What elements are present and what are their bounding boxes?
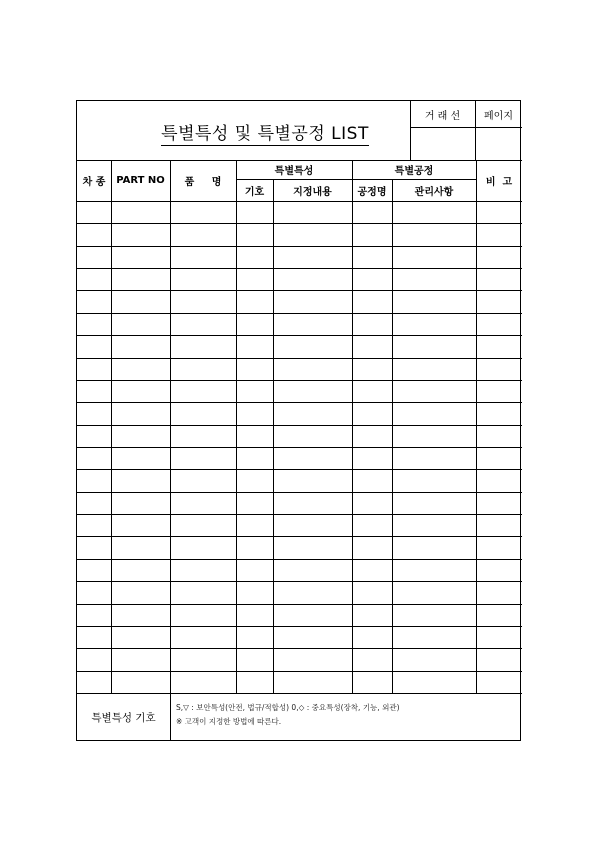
- table-cell[interactable]: [273, 425, 352, 447]
- table-cell[interactable]: [77, 268, 111, 290]
- table-cell[interactable]: [392, 335, 476, 357]
- table-cell[interactable]: [273, 559, 352, 581]
- col-process-name: 공정명: [357, 186, 387, 198]
- table-cell[interactable]: [476, 425, 522, 447]
- table-cell[interactable]: [392, 313, 476, 335]
- table-cell[interactable]: [392, 246, 476, 268]
- table-cell[interactable]: [77, 290, 111, 312]
- table-cell[interactable]: [273, 290, 352, 312]
- col-management: 관리사항: [414, 186, 454, 198]
- table-cell[interactable]: [273, 313, 352, 335]
- table-cell[interactable]: [273, 246, 352, 268]
- table-cell[interactable]: [236, 492, 273, 514]
- table-row: [77, 514, 522, 536]
- table-cell[interactable]: [111, 559, 170, 581]
- form-title: [119, 119, 411, 144]
- table-cell[interactable]: [392, 380, 476, 402]
- table-cell[interactable]: [392, 268, 476, 290]
- table-cell[interactable]: [236, 581, 273, 603]
- table-cell[interactable]: [392, 604, 476, 626]
- table-row: [77, 335, 522, 357]
- table-cell[interactable]: [273, 492, 352, 514]
- table-cell[interactable]: [273, 223, 352, 245]
- table-cell[interactable]: [392, 559, 476, 581]
- table-row: [77, 469, 522, 491]
- table-cell[interactable]: [236, 626, 273, 648]
- table-cell[interactable]: [236, 648, 273, 670]
- table-row: [77, 604, 522, 626]
- table-cell[interactable]: [352, 626, 392, 648]
- table-cell[interactable]: [170, 290, 236, 312]
- table-cell[interactable]: [476, 246, 522, 268]
- table-cell[interactable]: [77, 201, 111, 223]
- table-row: [77, 201, 522, 223]
- table-cell[interactable]: [111, 358, 170, 380]
- table-cell[interactable]: [273, 268, 352, 290]
- table-cell[interactable]: [352, 581, 392, 603]
- table-cell[interactable]: [476, 604, 522, 626]
- table-cell[interactable]: [77, 559, 111, 581]
- legend-line-1: S,▽ : 보안특성(안전, 법규/적합성) 0,◇ : 중요특성(장착, 기능, 외관): [176, 703, 400, 712]
- table-cell[interactable]: [476, 201, 522, 223]
- table-cell[interactable]: [170, 358, 236, 380]
- table-row: [77, 671, 522, 693]
- table-cell[interactable]: [273, 380, 352, 402]
- table-cell[interactable]: [352, 447, 392, 469]
- table-cell[interactable]: [111, 514, 170, 536]
- table-cell[interactable]: [392, 492, 476, 514]
- table-row: [77, 290, 522, 312]
- table-cell[interactable]: [111, 626, 170, 648]
- table-cell[interactable]: [170, 223, 236, 245]
- table-cell[interactable]: [392, 223, 476, 245]
- table-row: [77, 313, 522, 335]
- table-cell[interactable]: [476, 268, 522, 290]
- table-cell[interactable]: [236, 335, 273, 357]
- table-cell[interactable]: [236, 425, 273, 447]
- table-cell[interactable]: [111, 246, 170, 268]
- table-cell[interactable]: [392, 536, 476, 558]
- table-cell[interactable]: [170, 447, 236, 469]
- table-cell[interactable]: [392, 671, 476, 693]
- table-cell[interactable]: [170, 469, 236, 491]
- table-cell[interactable]: [170, 604, 236, 626]
- table-cell[interactable]: [111, 290, 170, 312]
- table-cell[interactable]: [392, 514, 476, 536]
- table-cell[interactable]: [170, 492, 236, 514]
- table-cell[interactable]: [111, 469, 170, 491]
- table-cell[interactable]: [77, 358, 111, 380]
- table-cell[interactable]: [476, 223, 522, 245]
- col-part-name: 품 명: [184, 177, 222, 188]
- table-cell[interactable]: [273, 335, 352, 357]
- table-cell[interactable]: [352, 201, 392, 223]
- table-cell[interactable]: [392, 290, 476, 312]
- table-cell[interactable]: [476, 671, 522, 693]
- table-cell[interactable]: [111, 402, 170, 424]
- table-cell[interactable]: [352, 290, 392, 312]
- table-cell[interactable]: [236, 514, 273, 536]
- table-cell[interactable]: [273, 671, 352, 693]
- table-row: [77, 536, 522, 558]
- table-cell[interactable]: [170, 648, 236, 670]
- col-symbol: 기호: [244, 186, 265, 198]
- table-cell[interactable]: [170, 626, 236, 648]
- table-cell[interactable]: [77, 469, 111, 491]
- table-cell[interactable]: [111, 604, 170, 626]
- table-cell[interactable]: [77, 246, 111, 268]
- table-cell[interactable]: [170, 380, 236, 402]
- table-cell[interactable]: [273, 358, 352, 380]
- table-cell[interactable]: [77, 492, 111, 514]
- table-cell[interactable]: [111, 201, 170, 223]
- table-cell[interactable]: [352, 604, 392, 626]
- table-cell[interactable]: [77, 223, 111, 245]
- table-cell[interactable]: [352, 536, 392, 558]
- table-cell[interactable]: [392, 201, 476, 223]
- col-car-type: 차 종: [82, 177, 106, 188]
- table-cell[interactable]: [476, 290, 522, 312]
- page-field[interactable]: [476, 128, 522, 160]
- table-cell[interactable]: [273, 626, 352, 648]
- table-cell[interactable]: [352, 335, 392, 357]
- table-cell[interactable]: [111, 671, 170, 693]
- table-cell[interactable]: [476, 358, 522, 380]
- table-cell[interactable]: [170, 671, 236, 693]
- table-cell[interactable]: [352, 469, 392, 491]
- table-cell[interactable]: [273, 447, 352, 469]
- table-cell[interactable]: [476, 447, 522, 469]
- table-cell[interactable]: [111, 335, 170, 357]
- table-cell[interactable]: [236, 380, 273, 402]
- table-row: [77, 626, 522, 648]
- table-cell[interactable]: [236, 246, 273, 268]
- table-cell[interactable]: [273, 469, 352, 491]
- table-cell[interactable]: [170, 425, 236, 447]
- table-cell[interactable]: [77, 425, 111, 447]
- table-cell[interactable]: [111, 223, 170, 245]
- table-row: [77, 447, 522, 469]
- table-cell[interactable]: [111, 425, 170, 447]
- table-cell[interactable]: [111, 447, 170, 469]
- table-cell[interactable]: [352, 313, 392, 335]
- table-cell[interactable]: [111, 380, 170, 402]
- table-cell[interactable]: [476, 514, 522, 536]
- form-title-text: 특별특성 및 특별공정 LIST: [161, 124, 369, 144]
- table-cell[interactable]: [77, 626, 111, 648]
- table-row: [77, 223, 522, 245]
- table-cell[interactable]: [476, 559, 522, 581]
- table-row: [77, 402, 522, 424]
- table-cell[interactable]: [236, 290, 273, 312]
- table-cell[interactable]: [352, 402, 392, 424]
- table-cell[interactable]: [77, 514, 111, 536]
- table-cell[interactable]: [476, 492, 522, 514]
- table-cell[interactable]: [170, 335, 236, 357]
- table-cell[interactable]: [236, 358, 273, 380]
- table-cell[interactable]: [476, 335, 522, 357]
- table-cell[interactable]: [170, 402, 236, 424]
- table-cell[interactable]: [476, 626, 522, 648]
- table-cell[interactable]: [476, 380, 522, 402]
- legend-line-2: ※ 고객이 지정한 방법에 따른다.: [176, 717, 282, 726]
- table-cell[interactable]: [111, 648, 170, 670]
- table-cell[interactable]: [392, 581, 476, 603]
- table-row: [77, 559, 522, 581]
- table-row: [77, 492, 522, 514]
- table-cell[interactable]: [392, 425, 476, 447]
- table-cell[interactable]: [476, 402, 522, 424]
- customer-label: 거 래 선: [424, 110, 461, 122]
- table-cell[interactable]: [476, 648, 522, 670]
- table-cell[interactable]: [476, 469, 522, 491]
- col-part-no: PART NO: [116, 175, 165, 186]
- table-cell[interactable]: [273, 604, 352, 626]
- customer-field[interactable]: [411, 128, 475, 160]
- table-cell[interactable]: [392, 402, 476, 424]
- table-cell[interactable]: [236, 604, 273, 626]
- table-cell[interactable]: [170, 581, 236, 603]
- table-cell[interactable]: [273, 536, 352, 558]
- legend-label: 특별특성 기호: [91, 711, 156, 724]
- table-row: [77, 268, 522, 290]
- table-cell[interactable]: [476, 313, 522, 335]
- table-cell[interactable]: [352, 514, 392, 536]
- table-cell[interactable]: [352, 358, 392, 380]
- table-row: [77, 246, 522, 268]
- table-cell[interactable]: [236, 536, 273, 558]
- table-cell[interactable]: [77, 671, 111, 693]
- table-cell[interactable]: [352, 425, 392, 447]
- legend-divider: [170, 693, 171, 741]
- table-cell[interactable]: [236, 402, 273, 424]
- table-cell[interactable]: [170, 536, 236, 558]
- table-cell[interactable]: [77, 313, 111, 335]
- page-label: 페이지: [484, 110, 513, 122]
- table-cell[interactable]: [111, 536, 170, 558]
- table-cell[interactable]: [236, 201, 273, 223]
- table-cell[interactable]: [170, 559, 236, 581]
- table-cell[interactable]: [273, 514, 352, 536]
- table-cell[interactable]: [236, 447, 273, 469]
- table-cell[interactable]: [111, 492, 170, 514]
- table-cell[interactable]: [236, 671, 273, 693]
- table-cell[interactable]: [392, 447, 476, 469]
- table-cell[interactable]: [236, 313, 273, 335]
- table-cell[interactable]: [392, 358, 476, 380]
- col-designation: 지정내용: [293, 186, 332, 198]
- table-cell[interactable]: [236, 469, 273, 491]
- table-cell[interactable]: [170, 514, 236, 536]
- table-cell[interactable]: [273, 201, 352, 223]
- table-cell[interactable]: [170, 246, 236, 268]
- table-cell[interactable]: [236, 223, 273, 245]
- table-cell[interactable]: [111, 313, 170, 335]
- table-cell[interactable]: [352, 492, 392, 514]
- table-cell[interactable]: [352, 380, 392, 402]
- table-cell[interactable]: [77, 648, 111, 670]
- table-cell[interactable]: [352, 246, 392, 268]
- table-cell[interactable]: [352, 648, 392, 670]
- table-cell[interactable]: [77, 380, 111, 402]
- table-row: [77, 358, 522, 380]
- table-cell[interactable]: [77, 335, 111, 357]
- table-cell[interactable]: [77, 581, 111, 603]
- table-cell[interactable]: [273, 581, 352, 603]
- table-cell[interactable]: [236, 559, 273, 581]
- table-cell[interactable]: [392, 626, 476, 648]
- table-cell[interactable]: [352, 671, 392, 693]
- table-cell[interactable]: [111, 268, 170, 290]
- table-row: [77, 648, 522, 670]
- table-cell[interactable]: [273, 648, 352, 670]
- table-cell[interactable]: [352, 223, 392, 245]
- table-cell[interactable]: [273, 402, 352, 424]
- table-cell[interactable]: [170, 268, 236, 290]
- table-cell[interactable]: [111, 581, 170, 603]
- table-cell[interactable]: [170, 313, 236, 335]
- table-cell[interactable]: [77, 604, 111, 626]
- form-sheet: [76, 100, 521, 741]
- table-cell[interactable]: [476, 536, 522, 558]
- table-cell[interactable]: [476, 581, 522, 603]
- table-cell[interactable]: [236, 268, 273, 290]
- table-row: [77, 581, 522, 603]
- table-cell[interactable]: [392, 469, 476, 491]
- table-cell[interactable]: [77, 447, 111, 469]
- table-row: [77, 380, 522, 402]
- table-cell[interactable]: [352, 559, 392, 581]
- table-cell[interactable]: [352, 268, 392, 290]
- col-remarks: 비 고: [485, 177, 513, 188]
- table-row: [77, 425, 522, 447]
- table-cell[interactable]: [77, 402, 111, 424]
- col-special-process: 특별공정: [394, 166, 434, 177]
- table-cell[interactable]: [77, 536, 111, 558]
- col-special-characteristic: 특별특성: [274, 166, 314, 177]
- table-cell[interactable]: [392, 648, 476, 670]
- table-cell[interactable]: [170, 201, 236, 223]
